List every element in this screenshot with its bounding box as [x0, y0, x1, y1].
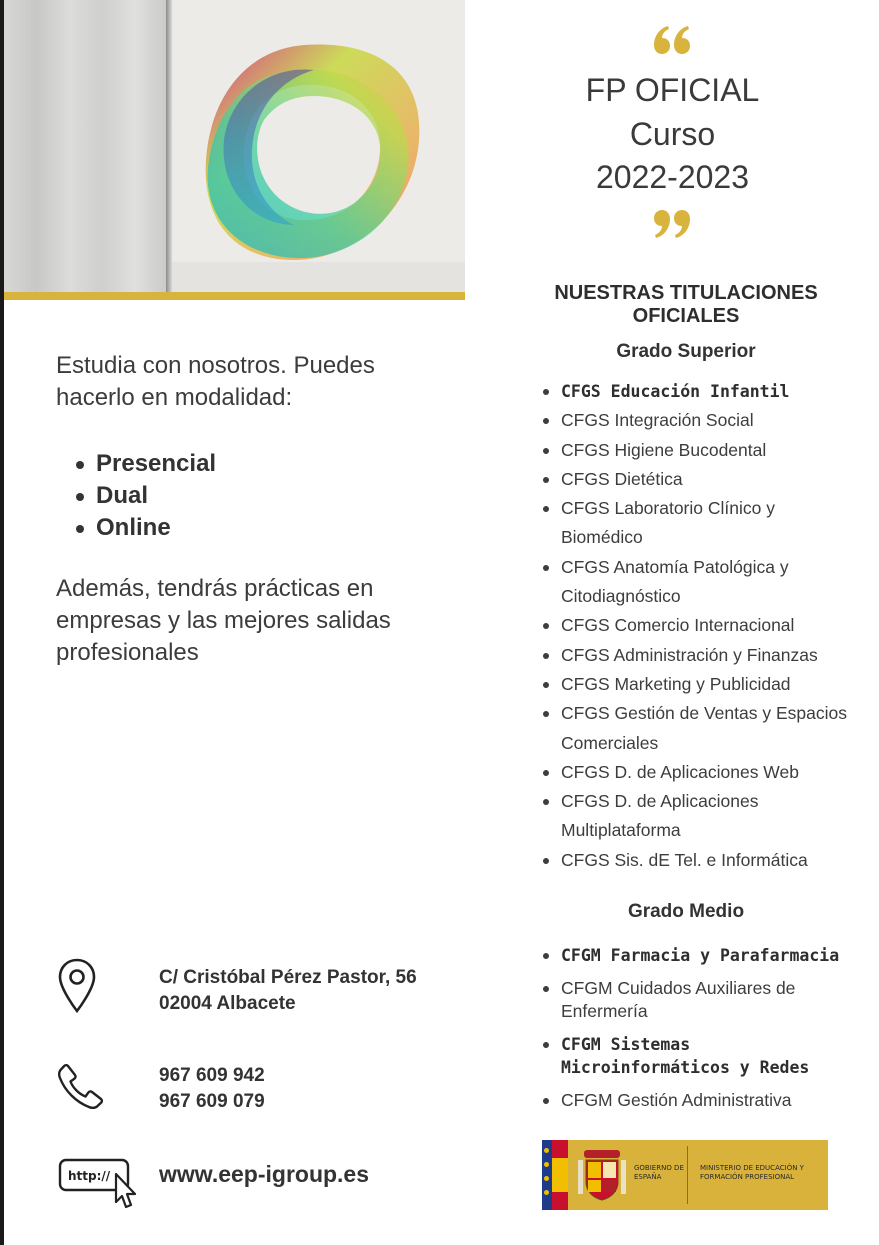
- course-item: CFGS D. de Aplicaciones Multiplataforma: [540, 787, 860, 846]
- mode-item: Dual: [56, 480, 216, 512]
- coat-of-arms-icon: [578, 1148, 626, 1202]
- course-item: CFGS Comercio Internacional: [540, 611, 860, 640]
- eu-flag-strip: [542, 1140, 552, 1210]
- course-item: CFGS Higiene Bucodental: [540, 436, 860, 465]
- grado-superior-title: Grado Superior: [616, 341, 756, 362]
- header-year: 2022-2023: [595, 159, 750, 195]
- wall-shadow: [166, 0, 172, 292]
- accent-bar: [4, 292, 465, 300]
- location-pin-icon: [58, 958, 96, 1014]
- phone-icon: [58, 1063, 104, 1109]
- course-item: CFGM Cuidados Auxiliares de Enfermería: [540, 977, 860, 1023]
- website-link[interactable]: www.eep-igroup.es: [159, 1161, 370, 1187]
- address-city: 02004 Albacete: [159, 993, 296, 1014]
- course-item: CFGM Gestión Administrativa: [540, 1089, 860, 1112]
- close-quote-icon: [654, 206, 694, 240]
- address: [159, 965, 417, 1017]
- phone-number[interactable]: 967 609 079: [159, 1091, 265, 1112]
- mode-item: Presencial: [56, 448, 216, 480]
- grado-medio-title: Grado Medio: [627, 901, 745, 922]
- course-item: CFGS Integración Social: [540, 406, 860, 435]
- course-item: CFGS Gestión de Ventas y Espacios Comerciales: [540, 699, 860, 758]
- ministerio-text: MINISTERIO DE EDUCACIÓN Y FORMACIÓN PROFESIONAL: [700, 1164, 804, 1181]
- course-item: CFGS Anatomía Patológica y Citodiagnóstico: [540, 553, 860, 612]
- course-item: CFGM Farmacia y Parafarmacia: [540, 944, 860, 967]
- gobierno-espana-logo: [542, 1140, 828, 1210]
- colorful-ring-logo: [184, 30, 434, 270]
- grado-superior-list: [540, 377, 860, 875]
- course-item: CFGM Sistemas Microinformáticos y Redes: [540, 1033, 860, 1079]
- web-icon-label: http://: [68, 1169, 111, 1183]
- mode-item: Online: [56, 512, 216, 544]
- header-fp-oficial: FP OFICIAL: [585, 72, 760, 108]
- concrete-wall: [4, 0, 168, 292]
- titulaciones-title: NUESTRAS TITULACIONES OFICIALES: [554, 282, 818, 327]
- phone-number[interactable]: 967 609 942: [159, 1065, 265, 1086]
- course-item: CFGS Educación Infantil: [540, 377, 860, 406]
- course-item: CFGS Dietética: [540, 465, 860, 494]
- course-item: CFGS D. de Aplicaciones Web: [540, 758, 860, 787]
- header-curso: Curso: [629, 116, 716, 152]
- hero-image: [4, 0, 465, 292]
- modes-list: [56, 448, 216, 544]
- logo-divider: [687, 1146, 688, 1204]
- web-cursor-icon: [58, 1158, 142, 1210]
- gobierno-text: GOBIERNO DE ESPAÑA: [634, 1164, 684, 1181]
- phones: [159, 1063, 265, 1115]
- practice-text: Además, tendrás prácticas en empresas y las mejores salidas profesionales: [56, 575, 391, 666]
- grado-medio-list: [540, 944, 860, 1122]
- open-quote-icon: [654, 24, 694, 58]
- course-item: CFGS Marketing y Publicidad: [540, 670, 860, 699]
- course-item: CFGS Administración y Finanzas: [540, 641, 860, 670]
- intro-text: Estudia con nosotros. Puedes hacerlo en modalidad:: [56, 352, 375, 411]
- course-item: CFGS Laboratorio Clínico y Biomédico: [540, 494, 860, 553]
- address-street: C/ Cristóbal Pérez Pastor, 56: [159, 967, 417, 988]
- course-item: CFGS Sis. dE Tel. e Informática: [540, 846, 860, 875]
